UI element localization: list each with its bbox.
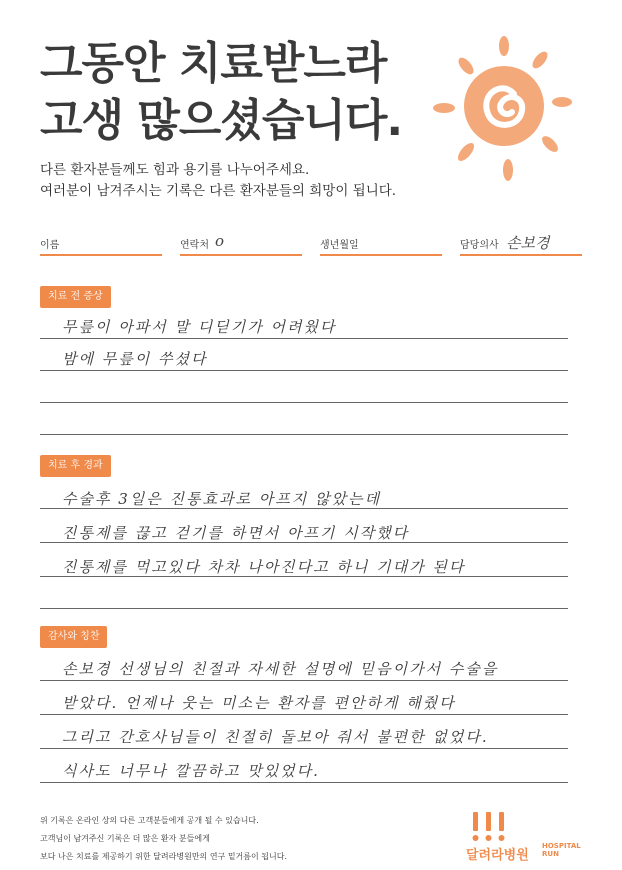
doctor-field[interactable] [460, 234, 582, 256]
footer-line-3: 보다 나은 치료를 제공하기 위한 달려라병원만의 연구 밑거름이 됩니다. [40, 852, 287, 861]
headline-line-2: 고생 많으셨습니다. [40, 95, 403, 146]
before-rule-1 [40, 338, 568, 339]
birthdate-field[interactable] [320, 234, 442, 256]
contact-value: o [215, 232, 225, 250]
after-line-2: 진통제를 끊고 걷기를 하면서 아프기 시작했다 [62, 524, 410, 542]
before-rule-4 [40, 434, 568, 435]
thanks-rule-4 [40, 782, 568, 783]
birthdate-label: 생년월일 [320, 240, 359, 251]
after-line-1: 수술후 3일은 진통효과로 아프지 않았는데 [62, 490, 381, 508]
before-treatment-tag: 치료 전 증상 [40, 286, 111, 308]
exclamation-logo-icon [470, 812, 510, 842]
doctor-value: 손보경 [506, 234, 550, 252]
footer-line-1: 위 기록은 온라인 상의 다른 고객분들에게 공개 될 수 있습니다. [40, 816, 259, 825]
sun-icon [422, 32, 582, 192]
before-line-1: 무릎이 아파서 말 디딛기가 어려웠다 [62, 318, 337, 336]
logo-english [542, 842, 582, 858]
intro-line-1: 다른 환자분들께도 힘과 용기를 나누어주세요. [40, 162, 310, 178]
thanks-tag: 감사와 칭찬 [40, 626, 107, 648]
name-label: 이름 [40, 240, 60, 251]
footer-notice [40, 812, 287, 866]
logo-en-1: HOSPITAL [542, 842, 581, 850]
hospital-logo [466, 812, 586, 862]
after-line-3: 진통제를 먹고있다 차차 나아진다고 하니 기대가 된다 [62, 558, 466, 576]
after-rule-1 [40, 508, 568, 509]
thanks-line-4: 식사도 너무나 깔끔하고 맛있었다. [62, 762, 320, 780]
headline-line-1: 그동안 치료받느라 [40, 38, 387, 89]
thanks-line-1: 손보경 선생님의 친절과 자세한 설명에 믿음이가서 수술을 [62, 660, 499, 678]
name-field[interactable] [40, 234, 162, 256]
thanks-rule-3 [40, 748, 568, 749]
contact-field[interactable] [180, 234, 302, 256]
intro-line-2: 여러분이 남겨주시는 기록은 다른 환자분들의 희망이 됩니다. [40, 183, 397, 199]
after-rule-4 [40, 608, 568, 609]
logo-name: 달려라병원 [466, 848, 529, 863]
intro-text [40, 160, 396, 202]
after-rule-2 [40, 542, 568, 543]
after-rule-3 [40, 576, 568, 577]
contact-label: 연락처 [180, 240, 209, 251]
thanks-rule-1 [40, 680, 568, 681]
before-rule-2 [40, 370, 568, 371]
footer-line-2: 고객님이 남겨주신 기록은 더 많은 환자 분들에게 [40, 834, 210, 843]
before-line-2: 밤에 무릎이 쑤셨다 [62, 350, 208, 368]
thanks-line-3: 그리고 간호사님들이 친절히 돌보아 줘서 불편한 없었다. [62, 728, 489, 746]
before-rule-3 [40, 402, 568, 403]
thanks-rule-2 [40, 714, 568, 715]
thanks-line-2: 받았다. 언제나 웃는 미소는 환자를 편안하게 해줬다 [62, 694, 456, 712]
logo-en-2: RUN [542, 850, 559, 858]
after-treatment-tag: 치료 후 경과 [40, 455, 111, 477]
doctor-label: 담당의사 [460, 240, 499, 251]
